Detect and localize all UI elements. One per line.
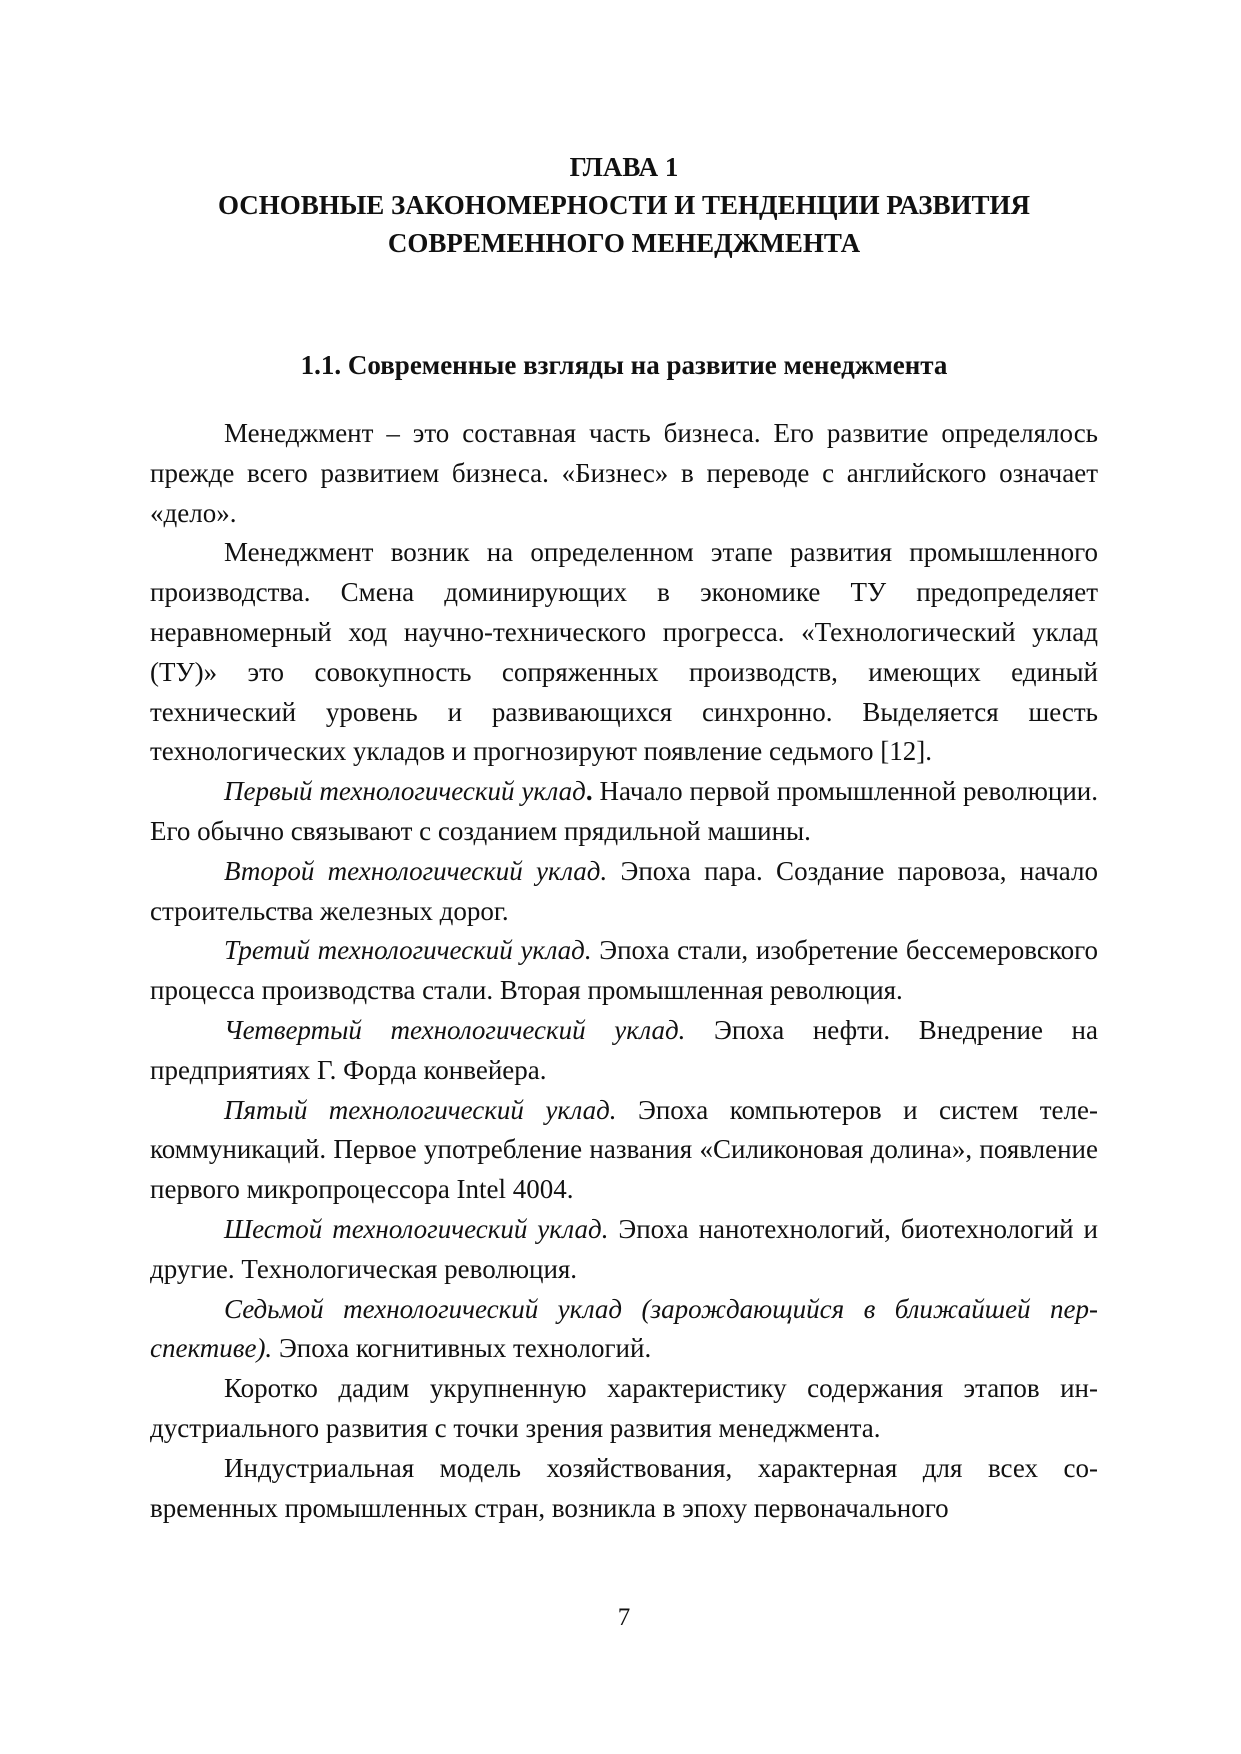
chapter-number: ГЛАВА 1 bbox=[569, 152, 679, 182]
chapter-title-line-2: СОВРЕМЕННОГО МЕНЕДЖМЕНТА bbox=[387, 228, 861, 258]
paragraph-2 bbox=[150, 533, 1098, 772]
paragraph-text: Начало первой промышленной революции. Его обычно связывают с созданием прядильной машины. bbox=[150, 776, 1098, 846]
paragraph-1 bbox=[150, 414, 1098, 533]
paragraph-third-uklad bbox=[150, 931, 1098, 1011]
paragraph-text: Эпоха пара. Создание паровоза, начало строительства железных дорог. bbox=[150, 855, 1099, 926]
paragraph-text: Эпоха нефти. Внедрение на предприятиях Г. Форда конвейера. bbox=[150, 1014, 1098, 1085]
chapter-heading bbox=[150, 148, 1098, 262]
paragraph-lead-suffix: . bbox=[585, 776, 593, 807]
paragraph-text: Коротко дадим укрупненную характеристику содержания этапов индустриального развития с точки зрения развития менеджмента. bbox=[150, 1373, 1098, 1443]
paragraph-text: Менеджмент возник на определенном этапе развития промышленного производства. Смена доминирующих в экономике ТУ предопределяет неравномерный ход научно-технического прогресса. «Технологический уклад (ТУ)» это совокупность сопряженных производств, имеющих единый технический уровень и развивающихся синхронно. Выделяется шесть технологических укладов и прогнозируют появление седьмого [12]. bbox=[150, 537, 1098, 767]
paragraph-fifth-uklad bbox=[150, 1091, 1098, 1210]
paragraph-lead-italic: Шестой технологический уклад. bbox=[224, 1213, 609, 1244]
paragraph-seventh-uklad bbox=[150, 1290, 1098, 1370]
document-page bbox=[150, 0, 1098, 1754]
paragraph-industrial-model bbox=[150, 1449, 1098, 1529]
paragraph-text: Менеджмент – это составная часть бизнеса. Его развитие определялось прежде всего развитием бизнеса. «Бизнес» в переводе с английского означает «дело». bbox=[150, 418, 1098, 528]
paragraph-lead-italic: Третий технологический уклад. bbox=[224, 935, 592, 966]
paragraph-lead-italic: Первый технологический уклад bbox=[224, 776, 586, 807]
page-number: 7 bbox=[617, 1604, 631, 1631]
section-heading: 1.1. Современные взгляды на развитие менеджмента bbox=[300, 350, 948, 380]
paragraph-text: Эпоха когнитивных технологий. bbox=[272, 1333, 652, 1364]
paragraph-text: Индустриальная модель хозяйствования, характерная для всех современных промышленных стран, возникла в эпоху первоначального bbox=[150, 1452, 1098, 1523]
paragraph-first-uklad bbox=[150, 772, 1098, 852]
paragraph-lead-italic: Второй технологический уклад. bbox=[224, 855, 608, 886]
paragraph-second-uklad bbox=[150, 852, 1098, 932]
paragraph-text: Эпоха нанотехнологий, биотехнологий и другие. Технологическая революция. bbox=[150, 1213, 1099, 1284]
paragraph-sixth-uklad bbox=[150, 1210, 1098, 1290]
chapter-title-line-1: ОСНОВНЫЕ ЗАКОНОМЕРНОСТИ И ТЕНДЕНЦИИ РАЗВИТИЯ bbox=[217, 190, 1031, 220]
paragraph-text: Эпоха компьютеров и систем телекоммуникаций. Первое употребление названия «Силиконовая долина», появление первого микропроцессора Intel 4004. bbox=[150, 1094, 1098, 1205]
paragraph-lead-italic: Пятый технологический уклад. bbox=[224, 1094, 617, 1125]
paragraph-lead-italic: Седьмой технологический уклад (зарождающийся в ближайшей перспективе). bbox=[150, 1293, 1098, 1364]
body-text bbox=[150, 414, 1098, 1528]
paragraph-fourth-uklad bbox=[150, 1011, 1098, 1091]
paragraph-lead-italic: Четвертый технологический уклад. bbox=[224, 1014, 686, 1045]
paragraph-summary bbox=[150, 1369, 1098, 1449]
paragraph-text: Эпоха стали, изобретение бессемеровского процесса производства стали. Вторая промышленная революция. bbox=[150, 935, 1098, 1006]
